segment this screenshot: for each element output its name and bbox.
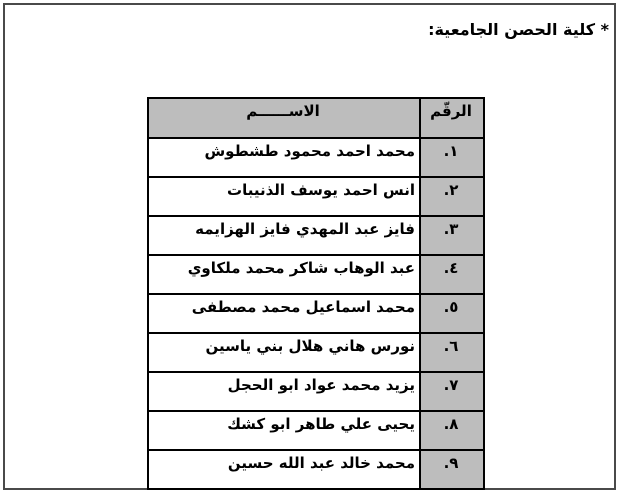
table-row [148, 255, 484, 294]
table-row [148, 177, 484, 216]
student-name-cell: نورس هاني هلال بني ياسين [148, 333, 420, 372]
student-name-cell: يحيى علي طاهر ابو كشك [148, 411, 420, 450]
table-row [148, 411, 484, 450]
student-name-cell: فايز عبد المهدي فايز الهزايمه [148, 216, 420, 255]
student-name-cell: يزيد محمد عواد ابو الحجل [148, 372, 420, 411]
student-name-cell: عبد الوهاب شاكر محمد ملكاوي [148, 255, 420, 294]
row-number-cell: ٣. [420, 216, 484, 255]
row-number-cell: ٤. [420, 255, 484, 294]
row-number-cell: ٢. [420, 177, 484, 216]
table-header-row [148, 98, 484, 138]
row-number-cell: ٨. [420, 411, 484, 450]
table-row [148, 138, 484, 177]
page-title: * كلية الحصن الجامعية: [428, 20, 609, 39]
table-row [148, 450, 484, 489]
row-number-cell: ٦. [420, 333, 484, 372]
student-name-cell: محمد احمد محمود طشطوش [148, 138, 420, 177]
student-name-cell: محمد اسماعيل محمد مصطفى [148, 294, 420, 333]
table-row [148, 216, 484, 255]
row-number-cell: ١. [420, 138, 484, 177]
row-number-cell: ٩. [420, 450, 484, 489]
row-number-cell: ٥. [420, 294, 484, 333]
student-name-cell: انس احمد يوسف الذنيبات [148, 177, 420, 216]
table-row [148, 294, 484, 333]
column-header-number: الرقّم [420, 98, 484, 138]
row-number-cell: ٧. [420, 372, 484, 411]
table-row [148, 372, 484, 411]
students-table [147, 97, 485, 490]
student-name-cell: محمد خالد عبد الله حسين [148, 450, 420, 489]
table-row [148, 333, 484, 372]
column-header-name: الاســــــم [148, 98, 420, 138]
